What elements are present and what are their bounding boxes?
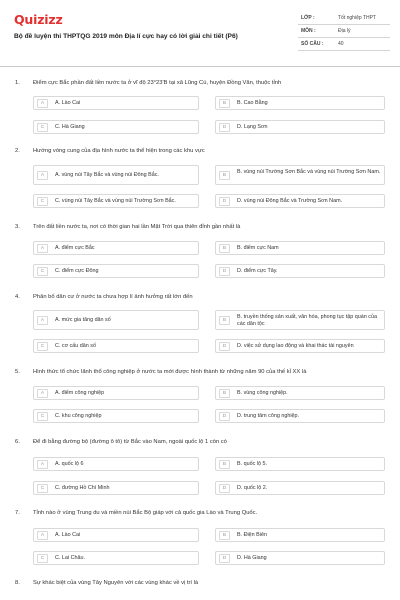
option-b[interactable] [215, 457, 385, 471]
option-text: C. cơ cấu dân số [55, 343, 96, 349]
meta-key: LỚP : [301, 15, 315, 21]
meta-key: MÔN : [301, 28, 316, 34]
option-d[interactable] [215, 481, 385, 495]
option-letter: C [37, 342, 48, 351]
option-letter: D [219, 554, 230, 563]
option-letter: B [219, 531, 230, 540]
meta-row-class [298, 12, 390, 25]
question-number: 4. [15, 294, 20, 300]
option-a[interactable] [33, 386, 199, 400]
option-d[interactable] [215, 339, 385, 353]
option-d[interactable] [215, 409, 385, 423]
meta-value: Tốt nghiệp THPT [338, 15, 376, 21]
option-c[interactable] [33, 194, 199, 208]
question-number: 6. [15, 439, 20, 445]
option-text: C. đường Hồ Chí Minh [55, 485, 110, 491]
meta-key: SỐ CÂU : [301, 41, 324, 47]
option-text: C. điểm cực Đông [55, 268, 99, 274]
option-c[interactable] [33, 551, 199, 565]
option-text: C. Hà Giang [55, 124, 85, 130]
option-text: D. việc sử dụng lao động và khai thác tài nguyên [237, 343, 354, 349]
document-title: Bộ đề luyện thi THPTQG 2019 môn Địa lí cực hay có lời giải chi tiết (P6) [14, 33, 238, 40]
option-text: A. Lào Cai [55, 100, 81, 106]
option-text: D. vùng núi Đông Bắc và Trường Sơn Nam. [237, 198, 343, 204]
meta-value: 40 [338, 41, 344, 47]
option-letter: C [37, 484, 48, 493]
option-text: B. vùng núi Trường Sơn Bắc và vùng núi Trường Sơn Nam. [237, 169, 381, 175]
option-text: A. Lào Cai [55, 532, 81, 538]
option-b[interactable] [215, 241, 385, 255]
option-letter: D [219, 123, 230, 132]
option-letter: D [219, 342, 230, 351]
option-text: A. điểm cực Bắc [55, 245, 95, 251]
option-letter: D [219, 197, 230, 206]
option-text: C. Lai Châu. [55, 555, 85, 561]
option-letter: A [37, 171, 48, 180]
option-letter: C [37, 197, 48, 206]
option-text: A. điểm công nghiệp [55, 390, 105, 396]
question-number: 5. [15, 369, 20, 375]
meta-value: Địa lý [338, 28, 351, 34]
option-text: A. quốc lộ 6 [55, 461, 84, 467]
option-letter: A [37, 389, 48, 398]
option-c[interactable] [33, 120, 199, 134]
option-d[interactable] [215, 551, 385, 565]
option-text: A. vùng núi Tây Bắc và vùng núi Đông Bắc. [55, 172, 159, 178]
option-text: B. vùng công nghiệp. [237, 390, 288, 396]
option-a[interactable] [33, 310, 199, 330]
option-text: B. quốc lộ 5. [237, 461, 267, 467]
option-letter: C [37, 412, 48, 421]
question-number: 7. [15, 510, 20, 516]
option-letter: D [219, 484, 230, 493]
option-letter: B [219, 244, 230, 253]
quizizz-logo: Quizizz [14, 12, 63, 27]
option-a[interactable] [33, 241, 199, 255]
question-text: Hình thức tổ chức lãnh thổ công nghiệp ở nước ta mới được hình thành từ những năm 90 của thế kỉ XX là [33, 369, 307, 375]
option-letter: B [219, 99, 230, 108]
header-divider [0, 66, 400, 67]
question-number: 8. [15, 580, 20, 586]
option-letter: A [37, 244, 48, 253]
option-text: B. Điện Biên [237, 532, 267, 538]
document-header [0, 0, 400, 66]
option-text: D. Hà Giang [237, 555, 267, 561]
meta-row-count [298, 38, 390, 51]
option-c[interactable] [33, 481, 199, 495]
option-text: B. truyền thống sản xuất, văn hóa, phong tục tập quán của các dân tộc [237, 314, 377, 327]
option-letter: B [219, 389, 230, 398]
option-text: D. quốc lộ 2. [237, 485, 268, 491]
option-letter: B [219, 460, 230, 469]
question-text: Tỉnh nào ở vùng Trung du và miền núi Bắc Bộ giáp với cả quốc gia Lào và Trung Quốc. [33, 510, 258, 516]
question-number: 1. [15, 80, 20, 86]
question-text: Để đi bằng đường bộ (đường ô tô) từ Bắc vào Nam, ngoài quốc lộ 1 còn có [33, 439, 227, 445]
option-b[interactable] [215, 165, 385, 185]
option-text: C. vùng núi Tây Bắc và vùng núi Trường Sơn Bắc. [55, 198, 176, 204]
meta-row-subject [298, 25, 390, 38]
option-letter: C [37, 554, 48, 563]
option-b[interactable] [215, 96, 385, 110]
option-a[interactable] [33, 165, 199, 185]
option-text: B. Cao Bằng [237, 100, 268, 106]
option-a[interactable] [33, 96, 199, 110]
question-text: Hướng vòng cung của địa hình nước ta thể hiện trong các khu vực [33, 148, 205, 154]
option-c[interactable] [33, 339, 199, 353]
question-number: 2. [15, 148, 20, 154]
option-letter: A [37, 99, 48, 108]
question-text: Phân bố dân cư ở nước ta chưa hợp lí ảnh hưởng rất lớn đến [33, 294, 193, 300]
option-letter: B [219, 316, 230, 325]
option-d[interactable] [215, 120, 385, 134]
option-c[interactable] [33, 264, 199, 278]
option-b[interactable] [215, 528, 385, 542]
option-d[interactable] [215, 194, 385, 208]
option-text: D. Lạng Sơn [237, 124, 268, 130]
option-b[interactable] [215, 386, 385, 400]
question-text: Trên đất liền nước ta, nơi có thời gian hai lần Mặt Trời qua thiên đỉnh gần nhất là [33, 224, 241, 230]
document-meta [298, 12, 390, 51]
option-letter: D [219, 267, 230, 276]
option-letter: A [37, 531, 48, 540]
option-letter: D [219, 412, 230, 421]
option-text: A. mức gia tăng dân số [55, 317, 111, 323]
option-c[interactable] [33, 409, 199, 423]
option-letter: C [37, 267, 48, 276]
option-letter: B [219, 171, 230, 180]
question-number: 3. [15, 224, 20, 230]
option-d[interactable] [215, 264, 385, 278]
option-a[interactable] [33, 457, 199, 471]
option-text: D. điểm cực Tây. [237, 268, 278, 274]
option-text: B. điểm cực Nam [237, 245, 279, 251]
option-letter: C [37, 123, 48, 132]
question-text: Điểm cực Bắc phần đất liền nước ta ở vĩ độ 23°23'B tại xã Lũng Cú, huyện Đồng Văn, thuộc tỉnh [33, 80, 282, 86]
option-text: C. khu công nghiệp [55, 413, 102, 419]
option-a[interactable] [33, 528, 199, 542]
option-letter: A [37, 460, 48, 469]
option-text: D. trung tâm công nghiệp. [237, 413, 300, 419]
question-text: Sự khác biệt của vùng Tây Nguyên với các vùng khác về vị trí là [33, 580, 199, 586]
option-b[interactable] [215, 310, 385, 330]
option-letter: A [37, 316, 48, 325]
